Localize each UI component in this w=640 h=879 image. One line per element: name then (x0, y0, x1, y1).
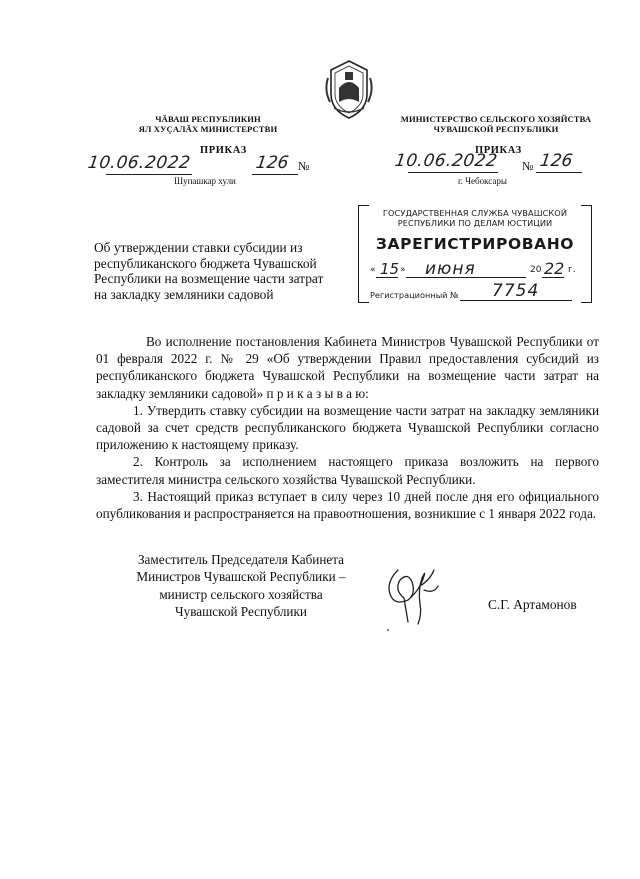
chuvash-emblem (320, 58, 378, 120)
handwritten-signature (378, 560, 448, 632)
stamp-year-g: г. (568, 265, 576, 275)
signatory-position-line-4: Чувашской Республики (175, 604, 307, 620)
left-date-underline (106, 174, 192, 175)
right-doc-type: ПРИКАЗ (475, 145, 522, 156)
body-preamble: Во исполнение постановления Кабинета Министров Чувашской Республики от 01 февраля 2022 г. № 29 «Об утверждении Правил предоставления субсидий из республиканского бюджета Чувашской Республики на возмещение части затрат на закладку земляники садовой» п р и к а з ы в а ю: (96, 334, 599, 401)
left-date: 10.06.2022 (86, 153, 192, 173)
signatory-position-line-2: Министров Чувашской Республики – (136, 569, 346, 585)
stamp-day-line (376, 277, 398, 278)
document-body (96, 333, 599, 522)
right-number-sign: № (522, 159, 534, 173)
right-date-underline (408, 172, 498, 173)
signatory-name: С.Г. Артамонов (488, 597, 577, 612)
signatory-position-line-3: министр сельского хозяйства (159, 586, 323, 602)
stamp-month-line (406, 277, 526, 278)
left-org-name (118, 114, 298, 134)
left-number-underline (252, 174, 298, 175)
stamp-quote-close: » (400, 265, 406, 275)
stamp-title-line-2: РЕСПУБЛИКИ ПО ДЕЛАМ ЮСТИЦИИ (397, 218, 553, 228)
stamp-regno: 7754 (492, 281, 540, 301)
stamp-month: июня (425, 259, 476, 279)
left-org-line-2: ЯЛ ХУÇАЛĂХ МИНИСТЕРСТВИ (138, 124, 278, 134)
left-number: 126 (254, 153, 290, 173)
registration-stamp (364, 205, 586, 303)
left-doc-type: ПРИКАЗ (200, 145, 247, 156)
left-number-sign: № (298, 159, 310, 173)
stamp-day: 15 (380, 260, 400, 278)
stamp-quote-open: « (370, 265, 376, 275)
signatory-position-line-1: Заместитель Председателя Кабинета (137, 552, 345, 567)
stamp-registered: ЗАРЕГИСТРИРОВАНО (375, 235, 575, 253)
right-org-line-2: ЧУВАШСКОЙ РЕСПУБЛИКИ (433, 124, 559, 134)
body-item-3: 3. Настоящий приказ вступает в силу через 10 дней после дня его официального опубликования и распространяется на правоотношения, возникшие с 1 января 2022 года. (96, 488, 599, 522)
left-org-line-1: ЧĂВАШ РЕСПУБЛИКИН (155, 114, 261, 124)
right-city: г. Чебоксары (458, 176, 507, 186)
document-title: Об утверждении ставки субсидии из республиканского бюджета Чувашской Республики на возмещение части затрат на закладку земляники садовой (94, 240, 324, 302)
body-item-2: 2. Контроль за исполнением настоящего приказа возложить на первого заместителя министра сельского хозяйства Чувашской Республики. (96, 454, 599, 487)
stamp-year-prefix: 20 (530, 265, 542, 275)
stamp-year-suffix: 22 (544, 259, 565, 278)
right-org-line-1: МИНИСТЕРСТВО СЕЛЬСКОГО ХОЗЯЙСТВА (400, 114, 592, 124)
right-number-underline (536, 172, 582, 173)
signatory-position (126, 551, 356, 621)
right-org-name (392, 114, 600, 134)
right-number: 126 (538, 151, 574, 171)
stamp-title (364, 208, 586, 228)
body-item-1: 1. Утвердить ставку субсидии на возмещение части затрат на закладку земляники садовой за счет средств республиканского бюджета Чувашской Республики согласно приложению к настоящему приказу. (96, 402, 599, 453)
right-date: 10.06.2022 (393, 151, 499, 171)
stamp-year-line (542, 277, 564, 278)
stamp-regno-line (460, 300, 572, 301)
left-city: Шупашкар хули (174, 176, 236, 186)
stamp-title-line-1: ГОСУДАРСТВЕННАЯ СЛУЖБА ЧУВАШСКОЙ (382, 208, 568, 218)
stamp-regno-label: Регистрационный № (370, 290, 459, 300)
